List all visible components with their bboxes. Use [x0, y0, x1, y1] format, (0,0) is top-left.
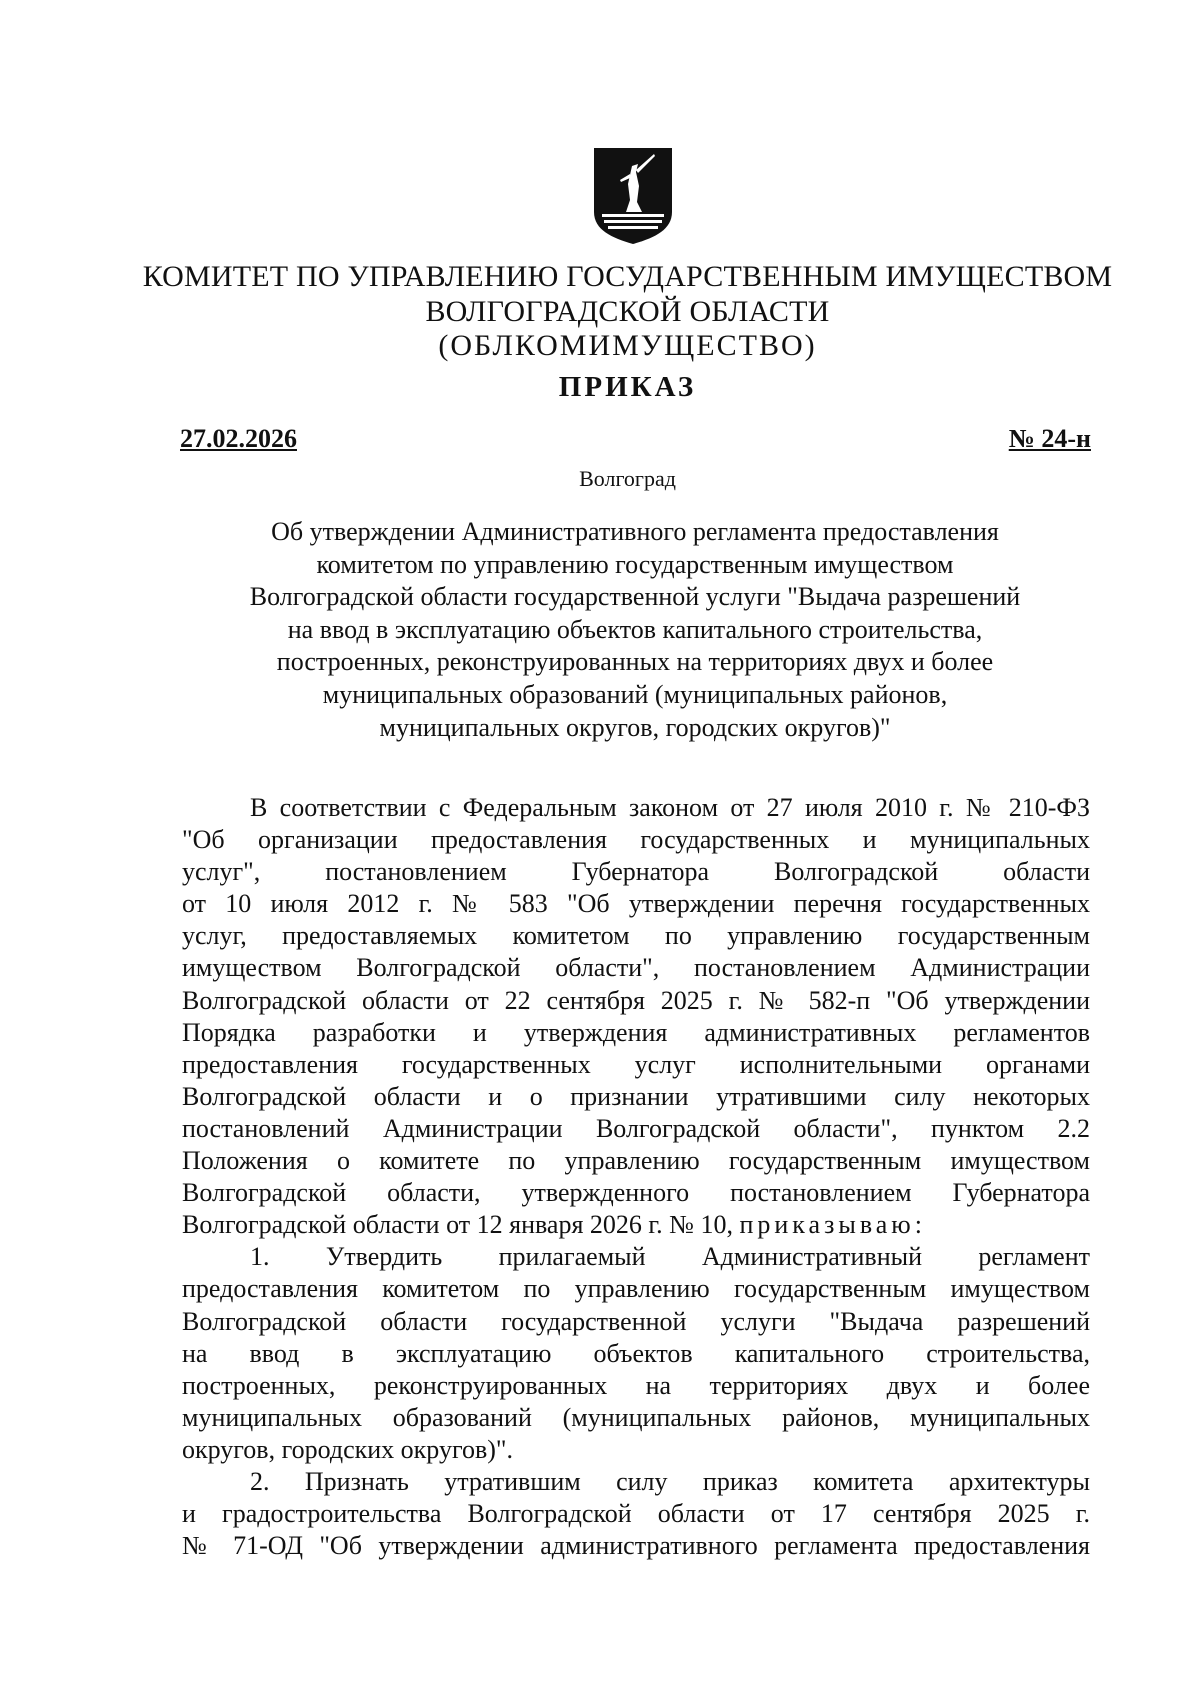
coat-of-arms-icon: [592, 146, 674, 246]
body-line: предоставления комитетом по управлению государственным имуществом: [182, 1274, 1090, 1304]
body-line: Волгоградской области от 22 сентября 2025 г. № 582-п "Об утверждении: [182, 985, 1090, 1015]
body-line: и градостроительства Волгоградской области от 17 сентября 2025 г.: [182, 1499, 1090, 1529]
body-line-text: Волгоградской области от 12 января 2026 г. № 10,: [182, 1210, 733, 1240]
subject-line: Об утверждении Административного регламента предоставления: [271, 517, 999, 546]
body-line: "Об организации предоставления государственных и муниципальных: [182, 825, 1090, 855]
document-body: [182, 792, 1090, 1562]
body-line: услуг, предоставляемых комитетом по управлению государственным: [182, 921, 1090, 951]
org-name-line-1: КОМИТЕТ ПО УПРАВЛЕНИЮ ГОСУДАРСТВЕННЫМ ИМУЩЕСТВОМ: [142, 260, 1113, 293]
body-line: Положения о комитете по управлению государственным имуществом: [182, 1146, 1090, 1176]
document-city: Волгоград: [579, 466, 676, 491]
body-line: Волгоградской области государственной услуги "Выдача разрешений: [182, 1306, 1090, 1336]
org-name-line-2: ВОЛГОГРАДСКОЙ ОБЛАСТИ: [425, 295, 830, 328]
body-line: № 71-ОД "Об утверждении административного регламента предоставления: [182, 1531, 1090, 1561]
subject-line: построенных, реконструированных на территориях двух и более: [276, 647, 994, 677]
document-subject: [180, 516, 1090, 744]
body-line-with-order: [182, 1209, 1090, 1241]
order-word: приказываю:: [739, 1210, 926, 1240]
subject-line: муниципальных округов, городских округов)": [379, 712, 891, 742]
body-line: муниципальных образований (муниципальных районов, муниципальных: [182, 1402, 1090, 1432]
org-short-name: (ОБЛКОМИМУЩЕСТВО): [438, 329, 817, 362]
subject-line: на ввод в эксплуатацию объектов капитального строительства,: [287, 614, 983, 644]
body-line: округов, городских округов)".: [182, 1434, 514, 1464]
body-line: Порядка разработки и утверждения административных регламентов: [182, 1017, 1090, 1047]
body-line: 1. Утвердить прилагаемый Административный регламент: [250, 1242, 1090, 1272]
body-line: постановлений Администрации Волгоградской области", пунктом 2.2: [182, 1113, 1090, 1143]
body-line: 2. Признать утратившим силу приказ комитета архитектуры: [250, 1466, 1090, 1496]
subject-line: Волгоградской области государственной услуги "Выдача разрешений: [249, 582, 1021, 612]
document-number: № 24-н: [1008, 424, 1091, 453]
body-line: от 10 июля 2012 г. № 583 "Об утверждении перечня государственных: [182, 889, 1090, 919]
body-line: Волгоградской области и о признании утратившими силу некоторых: [182, 1081, 1090, 1111]
subject-line: комитетом по управлению государственным имуществом: [316, 549, 954, 579]
body-line: имуществом Волгоградской области", постановлением Администрации: [182, 953, 1090, 983]
body-line: построенных, реконструированных на территориях двух и более: [182, 1370, 1090, 1400]
body-line: услуг", постановлением Губернатора Волгоградской области: [182, 857, 1090, 887]
subject-line: муниципальных образований (муниципальных районов,: [322, 679, 948, 709]
document-type: ПРИКАЗ: [558, 371, 697, 403]
body-line: предоставления государственных услуг исполнительными органами: [182, 1049, 1090, 1079]
body-line: на ввод в эксплуатацию объектов капитального строительства,: [182, 1338, 1090, 1368]
body-line: В соответствии с Федеральным законом от 27 июля 2010 г. № 210-ФЗ: [250, 793, 1090, 822]
document-date: 27.02.2026: [180, 424, 297, 453]
body-line: Волгоградской области, утвержденного постановлением Губернатора: [182, 1178, 1090, 1208]
